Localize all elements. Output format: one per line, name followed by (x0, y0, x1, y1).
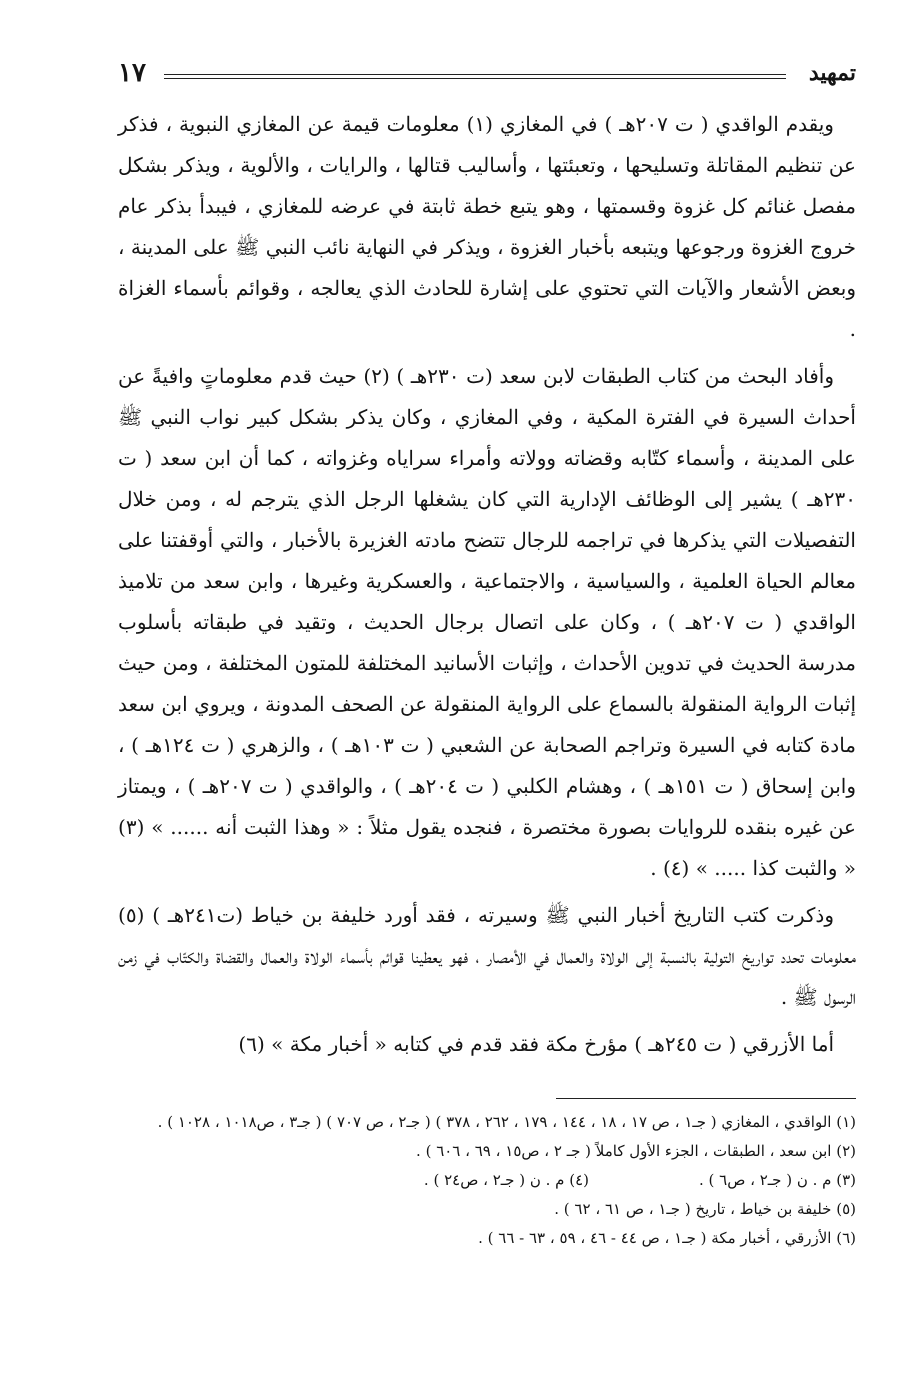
header-rule (164, 74, 786, 79)
footnotes (118, 1108, 856, 1253)
chapter-title: تمهيد (808, 60, 856, 86)
footnote-1: (١) الواقدي ، المغازي ( جـ١ ، ص ١٧ ، ١٨ ، ١٤٤ ، ١٧٩ ، ٢٦٢ ، ٣٧٨ ) ( جـ٢ ، ص ٧٠٧ ) ( جـ٣ ، ص١٠١٨ ، ١٠٢٨ ) . (157, 1113, 856, 1131)
running-header (118, 58, 856, 94)
paragraph-khalifa: وذكرت كتب التاريخ أخبار النبي ﷺ وسيرته ، فقد أورد خليفة بن خياط (ت٢٤١هـ ) (٥) معلومات تحدد تواريخ التولية بالنسبة إلى الولاة والعمال في الأمصار ، فهو يعطينا قوائم بأسماء الولاة والعمال والقضاة والكتّاب في زمن الرسول ﷺ . (118, 903, 856, 1009)
footnote-2: (٢) ابن سعد ، الطبقات ، الجزء الأول كاملاً ( جـ ٢ ، ص١٥ ، ٦٩ ، ٦٠٦ ) . (416, 1142, 856, 1160)
footnote-6: (٦) الأزرقي ، أخبار مكة ( جـ١ ، ص ٤٤ - ٤٦ ، ٥٩ ، ٦٣ - ٦٦ ) . (478, 1229, 856, 1247)
footnote-separator (556, 1098, 856, 1099)
paragraph-waqidi: ويقدم الواقدي ( ت ٢٠٧هـ ) في المغازي (١) معلومات قيمة عن المغازي النبوية ، فذكر عن تنظيم المقاتلة وتسليحها ، وتعبئتها ، وأساليب قتالها ، والرايات ، والألوية ، ويذكر بشكل مفصل غنائم كل غزوة وقسمتها ، وهو يتبع خطة ثابتة في عرضه للمغازي ، فيبدأ بذكر عام خروج الغزوة ورجوعها ويتبعه بأخبار الغزوة ، ويذكر في النهاية نائب النبي ﷺ على المدينة ، وبعض الأشعار والآيات التي تحتوي على إشارة للحادث الذي يعالجه ، وقوائم بأسماء الغزاة . (118, 112, 856, 341)
paragraph-ibn-saad: وأفاد البحث من كتاب الطبقات لابن سعد (ت ٢٣٠هـ ) (٢) حيث قدم معلوماتٍ وافيةً عن أحداث السيرة في الفترة المكية ، وفي المغازي ، وكان يذكر بشكل كبير نواب النبي ﷺ على المدينة ، وأسماء كتّابه وقضاته وولاته وأمراء سراياه وغزواته ، كما أن ابن سعد ( ت ٢٣٠هـ ) يشير إلى الوظائف الإدارية التي كان يشغلها الرجل الذي يترجم له ، ومن خلال التفصيلات التي يذكرها في تراجمه للرجال تتضح مادته الغزيرة بالأخبار ، والتي أوقفتنا على معالم الحياة العلمية ، والسياسية ، والاجتماعية ، والعسكرية وغيرها ، وابن سعد من تلاميذ الواقدي ( ت ٢٠٧هـ ) ، وكان على اتصال برجال الحديث ، وتقيد في طبقاته بأسلوب مدرسة الحديث في تدوين الأحداث ، وإثبات الأسانيد المختلفة للمتون المختلفة ، ومن حيث إثبات الرواية المنقولة بالسماع على الرواية المنقولة عن الصحف المدونة ، ويروي ابن سعد مادة كتابه في السيرة وتراجم الصحابة عن الشعبي ( ت ١٠٣هـ ) ، والزهري ( ت ١٢٤هـ ) ، وابن إسحاق ( ت ١٥١هـ ) ، وهشام الكلبي ( ت ٢٠٤هـ ) ، والواقدي ( ت ٢٠٧هـ ) ، ويمتاز عن غيره بنقده للروايات بصورة مختصرة ، فنجده يقول مثلاً : « وهذا الثبت أنه ...... » (٣) « والثبت كذا ..... » (٤) . (118, 364, 856, 880)
page-number: ١٧ (118, 58, 146, 88)
footnote-3: (٣) م . ن ( جـ٢ ، ص٦ ) . (698, 1171, 856, 1189)
footnote-pair (118, 1166, 856, 1195)
footnote-4: (٤) م . ن ( جـ٢ ، ص٢٤ ) . (423, 1171, 589, 1189)
body-text (118, 104, 856, 1071)
paragraph-azraqi: أما الأزرقي ( ت ٢٤٥هـ ) مؤرخ مكة فقد قدم في كتابه « أخبار مكة » (٦) (238, 1032, 834, 1056)
footnote-5: (٥) خليفة بن خياط ، تاريخ ( جـ١ ، ص ٦١ ، ٦٢ ) . (554, 1200, 856, 1218)
